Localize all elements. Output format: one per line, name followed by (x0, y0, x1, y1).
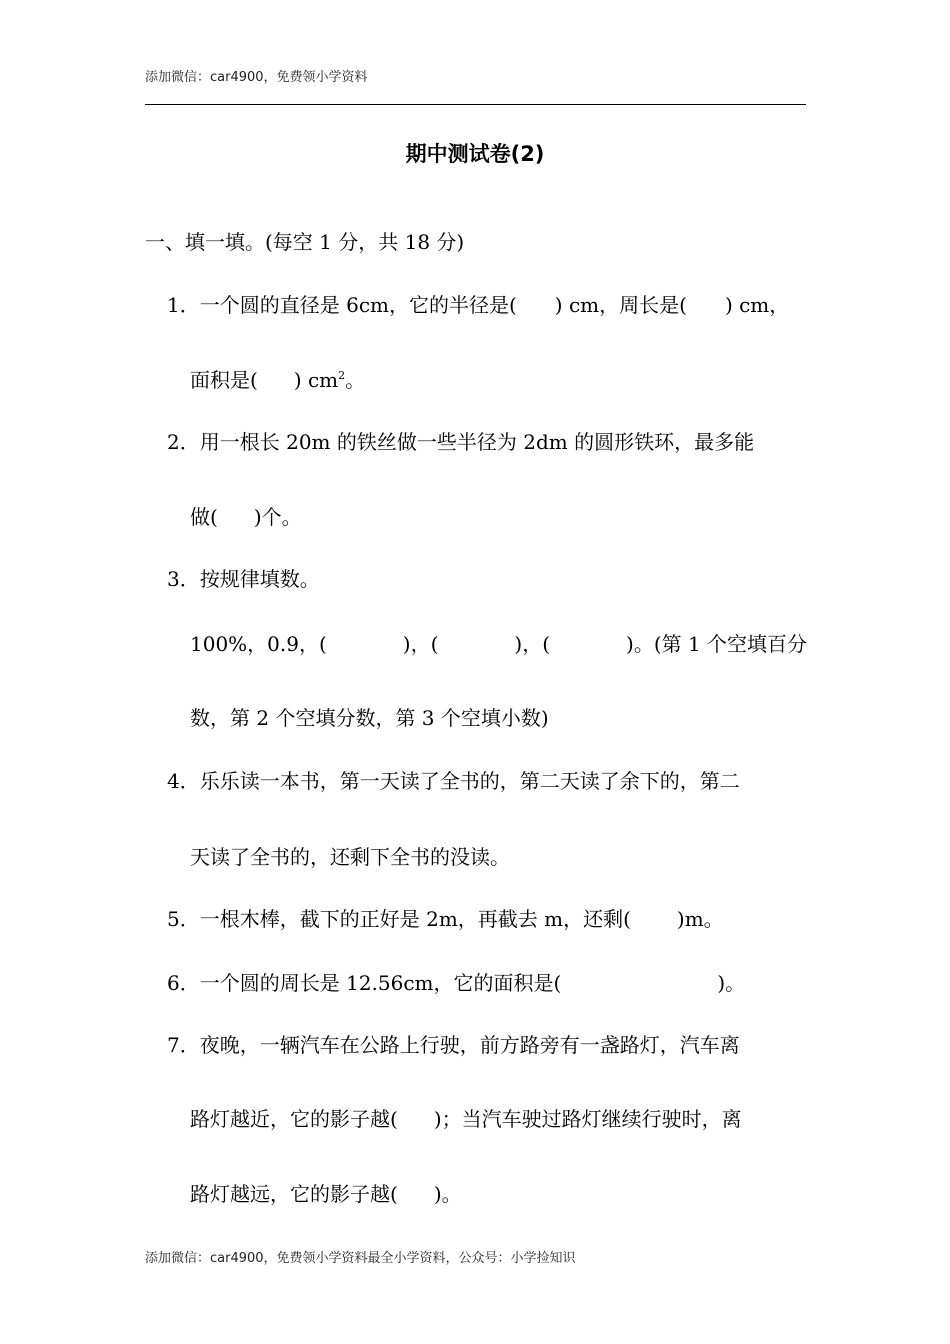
question-3-number: 3． (167, 567, 200, 591)
question-6-line-1: 6．一个圆的周长是 12.56cm，它的面积是( )。 (167, 971, 746, 995)
question-2-line-1: 2．用一根长 20m 的铁丝做一些半径为 2dm 的圆形铁环，最多能 (167, 430, 755, 454)
question-3-line-3: 数，第 2 个空填分数，第 3 个空填小数) (190, 706, 549, 730)
header-divider (145, 104, 806, 105)
question-3-line-2: 100%，0.9，( )，( )，( )。(第 1 个空填百分 (190, 632, 808, 656)
page-footer: 添加微信：car4900，免费领小学资料最全小学资料，公众号：小学捡知识 (145, 1251, 576, 1266)
question-4-line-1: 4．乐乐读一本书，第一天读了全书的，第二天读了余下的，第二 (167, 769, 740, 793)
question-5-line-1: 5．一根木棒，截下的正好是 2m，再截去 m，还剩( )m。 (167, 907, 724, 931)
question-5-number: 5． (167, 907, 200, 931)
page-header: 添加微信：car4900，免费领小学资料 (145, 70, 368, 85)
question-7-line-2: 路灯越近，它的影子越( )；当汽车驶过路灯继续行驶时，离 (190, 1107, 742, 1131)
question-2-number: 2． (167, 430, 200, 454)
question-4-line-2: 天读了全书的，还剩下全书的没读。 (190, 845, 510, 869)
question-1-line-1: 1．一个圆的直径是 6cm，它的半径是( ) cm，周长是( ) cm， (167, 293, 790, 317)
question-3-line-1: 3．按规律填数。 (167, 567, 320, 591)
question-1-line-2: 面积是( ) $cm^2$。 (190, 368, 366, 392)
question-2-line-2: 做( )个。 (190, 505, 302, 529)
question-6-number: 6． (167, 971, 200, 995)
question-7-line-1: 7．夜晚，一辆汽车在公路上行驶，前方路旁有一盏路灯，汽车离 (167, 1033, 740, 1057)
section-heading: 一、填一填。(每空 1 分，共 18 分) (145, 230, 465, 254)
question-7-line-3: 路灯越远，它的影子越( )。 (190, 1182, 462, 1206)
question-1-number: 1． (167, 293, 200, 317)
page-title: 期中测试卷(2) (405, 142, 545, 166)
question-7-number: 7． (167, 1033, 200, 1057)
question-4-number: 4． (167, 769, 200, 793)
